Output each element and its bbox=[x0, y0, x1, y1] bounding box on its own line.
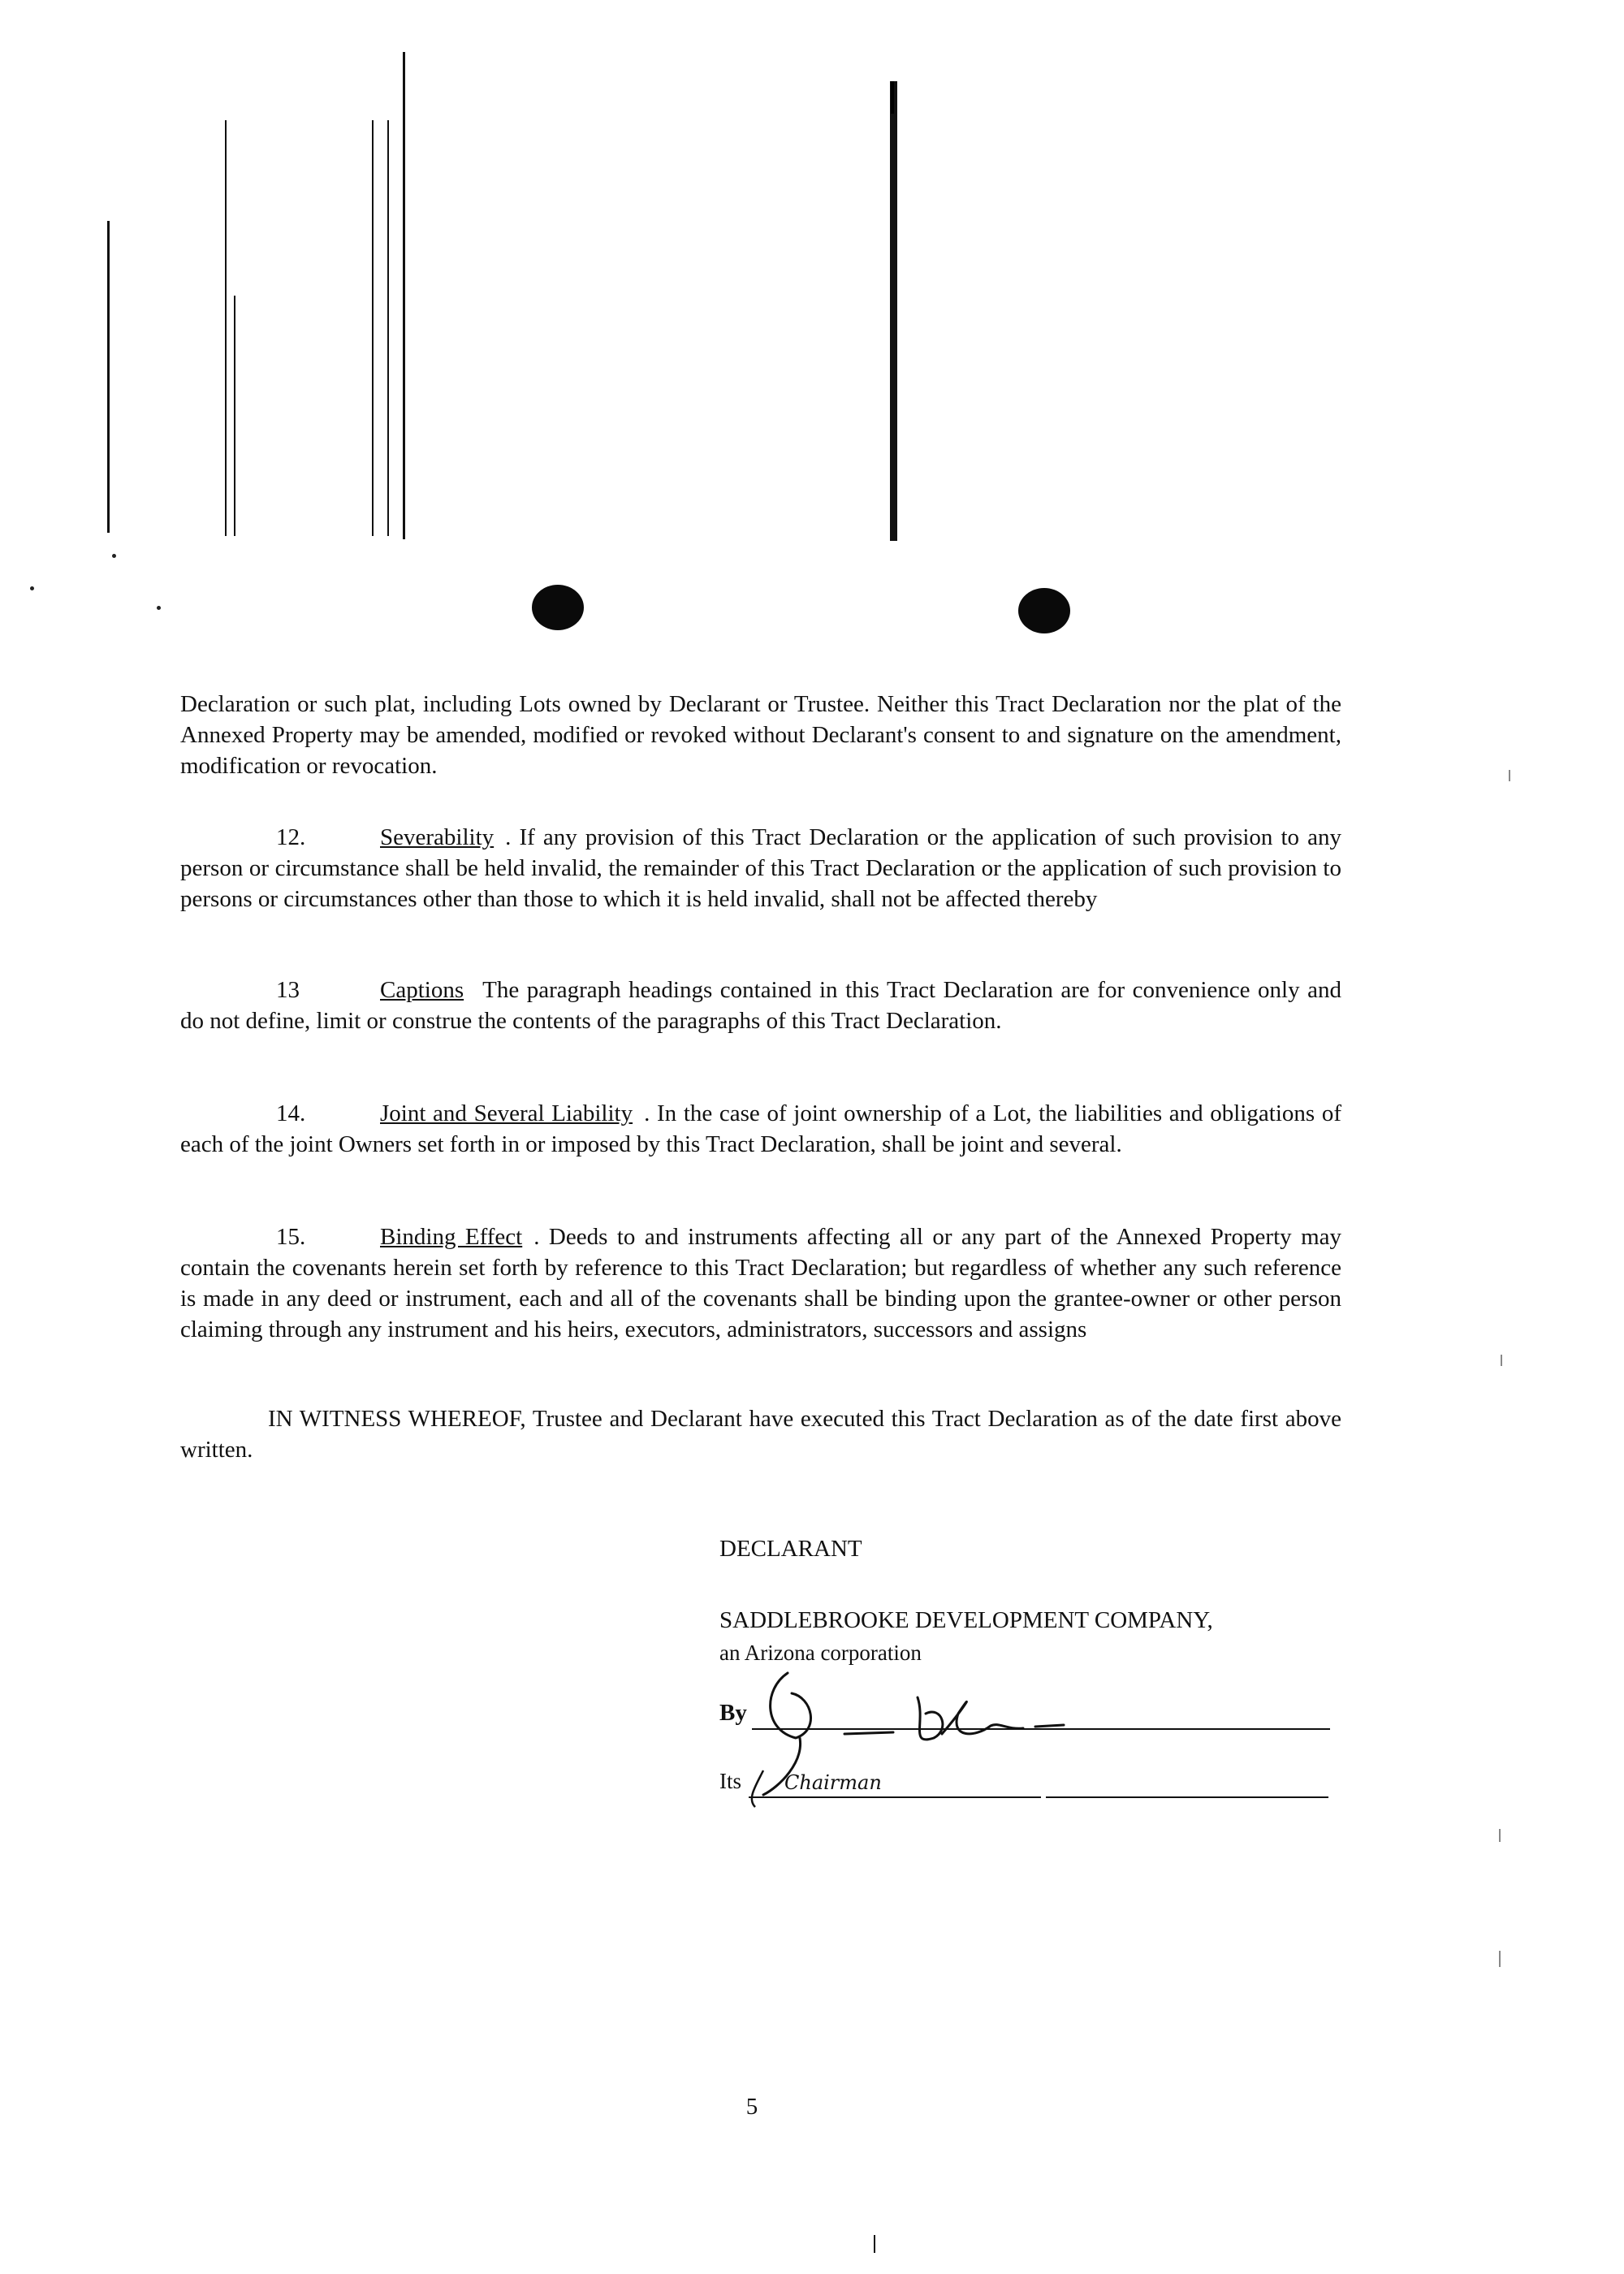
scan-line bbox=[874, 2235, 875, 2253]
scan-dot bbox=[157, 606, 161, 610]
its-value: Chairman bbox=[784, 1771, 882, 1794]
section-text: The paragraph headings contained in this Tract Declaration are for convenience only and do not define, limit or construe the contents of the paragraphs of this Tract Declaration. bbox=[180, 977, 1342, 1034]
continuation-paragraph: Declaration or such plat, including Lots owned by Declarant or Trustee. Neither this Tract Declaration nor the plat of the Annexed Property may be amended, modified or revoked without Declarant's consent to and signature on the amendment, modification or revocation. bbox=[180, 691, 1341, 779]
punch-hole bbox=[1018, 588, 1070, 633]
scan-dot bbox=[30, 586, 34, 590]
section-heading: Binding Effect bbox=[380, 1224, 523, 1250]
section-joint-liability: 14. Joint and Several Liability . In the case of joint ownership of a Lot, the liabilities and obligations of each of the joint Owners set forth in or imposed by this Tract Declaration, shall be joint and several. bbox=[180, 1098, 1341, 1160]
declarant-label: DECLARANT bbox=[719, 1536, 862, 1562]
scan-line bbox=[387, 120, 389, 536]
scan-line bbox=[107, 221, 110, 533]
its-signature-line bbox=[749, 1796, 1041, 1798]
scan-line bbox=[1509, 770, 1510, 781]
section-heading: Severability bbox=[380, 824, 495, 850]
section-text: If any provision of this Tract Declaration or the application of such provision to any person or circumstance shall be held invalid, the remainder of this Tract Declaration or the application of such provision to persons or circumstances other than those to which it is held invalid, shall not be affected thereby bbox=[180, 824, 1342, 912]
signature-scribble bbox=[731, 1657, 1072, 1819]
section-binding-effect: 15. Binding Effect . Deeds to and instruments affecting all or any part of the Annexed Property may contain the covenants herein set forth by reference to this Tract Declaration; but regardless of whether any such reference is made in any deed or instrument, each and all of the covenants shall be binding upon the grantee-owner or other person claiming through any instrument and his heirs, executors, administrators, successors and assigns bbox=[180, 1221, 1341, 1345]
by-label: By bbox=[719, 1700, 747, 1726]
witness-clause: IN WITNESS WHEREOF, Trustee and Declarant have executed this Tract Declaration as of the date first above written. bbox=[180, 1406, 1341, 1463]
company-name: SADDLEBROOKE DEVELOPMENT COMPANY, bbox=[719, 1607, 1213, 1633]
section-number: 13 bbox=[276, 977, 300, 1003]
scan-dot bbox=[112, 554, 116, 558]
scan-line bbox=[225, 120, 227, 536]
page-number: 5 bbox=[745, 2094, 758, 2120]
scan-line bbox=[1501, 1355, 1502, 1366]
scan-line bbox=[234, 296, 235, 536]
section-text: Deeds to and instruments affecting all or any part of the Annexed Property may contain the covenants herein set forth by reference to this Tract Declaration; but regardless of whether any such reference is made in any deed or instrument, each and all of the covenants shall be binding upon the grantee-owner or other person claiming through any instrument and his heirs, executors, administrators, successors and assigns bbox=[180, 1224, 1342, 1342]
scan-line bbox=[403, 52, 405, 539]
section-severability: 12. Severability . If any provision of this Tract Declaration or the application of such provision to any person or circumstance shall be held invalid, the remainder of this Tract Declaration or the application of such provision to persons or circumstances other than those to which it is held invalid, shall not be affected thereby bbox=[180, 822, 1341, 914]
scan-line bbox=[1499, 1829, 1501, 1842]
company-description: an Arizona corporation bbox=[719, 1641, 922, 1665]
section-number: 12. bbox=[276, 824, 306, 850]
its-signature-line-extension bbox=[1046, 1796, 1328, 1798]
section-heading: Captions bbox=[380, 977, 464, 1003]
scan-line bbox=[372, 120, 374, 536]
scan-line bbox=[1499, 1951, 1501, 1967]
punch-hole bbox=[532, 585, 584, 630]
its-label: Its bbox=[719, 1769, 741, 1793]
section-number: 14. bbox=[276, 1100, 306, 1126]
scan-line bbox=[890, 81, 897, 541]
scan-line bbox=[891, 81, 894, 114]
section-number: 15. bbox=[276, 1224, 306, 1250]
section-text: In the case of joint ownership of a Lot, the liabilities and obligations of each of the joint Owners set forth in or imposed by this Tract Declaration, shall be joint and several. bbox=[180, 1100, 1342, 1157]
section-heading: Joint and Several Liability bbox=[380, 1100, 633, 1126]
section-captions bbox=[180, 975, 1341, 1036]
